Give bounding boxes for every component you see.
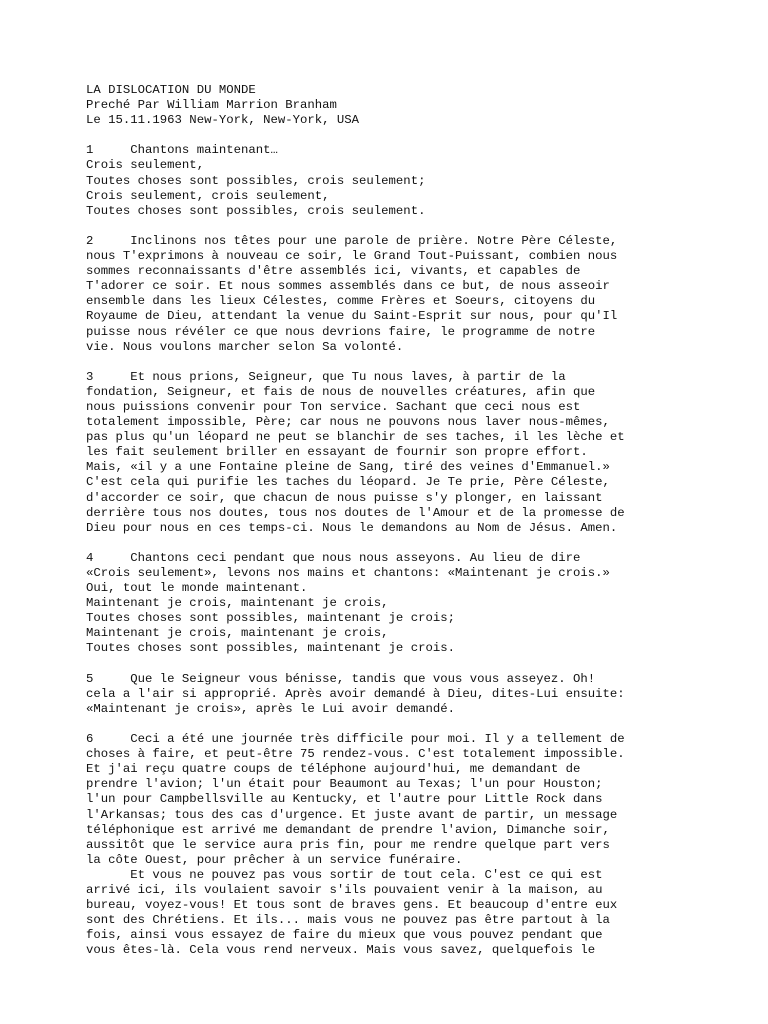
paragraph-3 xyxy=(86,370,686,536)
text-line: Maintenant je crois, maintenant je crois, xyxy=(86,626,389,641)
paragraph-5 xyxy=(86,672,686,717)
paragraph-gap xyxy=(86,128,686,143)
text-line: d'accorder ce soir, que chacun de nous puisse s'y plonger, en laissant xyxy=(86,490,603,505)
text-line: aussitôt que le service aura pris fin, pour me rendre quelque part vers xyxy=(86,837,610,852)
text-line: Maintenant je crois, maintenant je crois, xyxy=(86,596,389,611)
text-line: Royaume de Dieu, attendant la venue du Saint-Esprit sur nous, pour qu'Il xyxy=(86,309,618,324)
text-line: Toutes choses sont possibles, crois seulement; xyxy=(86,173,426,188)
text-line: la côte Ouest, pour prêcher à un service funéraire. xyxy=(86,852,463,867)
text-line: Crois seulement, xyxy=(86,158,205,173)
document-page xyxy=(86,83,686,958)
text-line: téléphonique est arrivé me demandant de prendre l'avion, Dimanche soir, xyxy=(86,822,610,837)
text-line: 4 Chantons ceci pendant que nous nous asseyons. Au lieu de dire xyxy=(86,550,581,565)
text-line: l'un pour Campbellsville au Kentucky, et l'autre pour Little Rock dans xyxy=(86,792,603,807)
text-line: totalement impossible, Père; car nous ne pouvons nous laver nous-mêmes, xyxy=(86,415,610,430)
text-line: arrivé ici, ils voulaient savoir s'ils pouvaient venir à la maison, au xyxy=(86,882,603,897)
text-line: 5 Que le Seigneur vous bénisse, tandis que vous vous asseyez. Oh! xyxy=(86,671,596,686)
paragraph-gap xyxy=(86,219,686,234)
text-line: Toutes choses sont possibles, maintenant je crois. xyxy=(86,641,455,656)
paragraph-2 xyxy=(86,234,686,355)
text-line: C'est cela qui purifie les taches du léopard. Je Te prie, Père Céleste, xyxy=(86,475,610,490)
text-line: fois, ainsi vous essayez de faire du mieux que vous pouvez pendant que xyxy=(86,928,603,943)
sermon-date-location: Le 15.11.1963 New-York, New-York, USA xyxy=(86,113,360,128)
sermon-title: LA DISLOCATION DU MONDE xyxy=(86,83,256,97)
text-line: Toutes choses sont possibles, crois seulement. xyxy=(86,203,426,218)
text-line: choses à faire, et peut-être 75 rendez-vous. C'est totalement impossible. xyxy=(86,747,625,762)
paragraph-4 xyxy=(86,551,686,657)
text-line: cela a l'air si approprié. Après avoir demandé à Dieu, dites-Lui ensuite: xyxy=(86,686,625,701)
text-line: 6 Ceci a été une journée très difficile pour moi. Il y a tellement de xyxy=(86,732,625,747)
text-line: vous êtes-là. Cela vous rend nerveux. Mais vous savez, quelquefois le xyxy=(86,943,596,958)
text-line: derrière tous nos doutes, tous nos doutes de l'Amour et de la promesse de xyxy=(86,505,625,520)
text-line: sommes reconnaissants d'être assemblés ici, vivants, et capables de xyxy=(86,264,581,279)
text-line: les fait seulement briller en essayant de fournir son propre effort. xyxy=(86,445,588,460)
paragraph-6 xyxy=(86,732,686,958)
text-line: Toutes choses sont possibles, maintenant je crois; xyxy=(86,611,455,626)
text-line: 3 Et nous prions, Seigneur, que Tu nous laves, à partir de la xyxy=(86,369,566,384)
paragraph-1 xyxy=(86,143,686,218)
text-line: bureau, voyez-vous! Et tous sont de braves gens. Et beaucoup d'entre eux xyxy=(86,898,618,913)
text-line: ensemble dans les lieux Célestes, comme Frères et Soeurs, citoyens du xyxy=(86,294,596,309)
text-line: Et j'ai reçu quatre coups de téléphone aujourd'hui, me demandant de xyxy=(86,762,581,777)
paragraph-gap xyxy=(86,355,686,370)
text-line: sont des Chrétiens. Et ils... mais vous ne pouvez pas être partout à la xyxy=(86,913,610,928)
text-line: «Maintenant je crois», après le Lui avoir demandé. xyxy=(86,701,455,716)
text-line: l'Arkansas; tous des cas d'urgence. Et juste avant de partir, un message xyxy=(86,807,618,822)
text-line: nous T'exprimons à nouveau ce soir, le Grand Tout-Puissant, combien nous xyxy=(86,249,618,264)
text-line: Et vous ne pouvez pas vous sortir de tout cela. C'est ce qui est xyxy=(86,867,603,882)
text-line: Crois seulement, crois seulement, xyxy=(86,188,330,203)
document-body xyxy=(86,128,686,958)
text-line: T'adorer ce soir. Et nous sommes assemblés dans ce but, de nous asseoir xyxy=(86,279,610,294)
text-line: pas plus qu'un léopard ne peut se blanchir de ses taches, il les lèche et xyxy=(86,430,625,445)
text-line: prendre l'avion; l'un était pour Beaumont au Texas; l'un pour Houston; xyxy=(86,777,603,792)
text-line: fondation, Seigneur, et fais de nous de nouvelles créatures, afin que xyxy=(86,384,596,399)
text-line: 2 Inclinons nos têtes pour une parole de prière. Notre Père Céleste, xyxy=(86,233,618,248)
paragraph-gap xyxy=(86,717,686,732)
text-line: Mais, «il y a une Fontaine pleine de Sang, tiré des veines d'Emmanuel.» xyxy=(86,460,610,475)
text-line: Dieu pour nous en ces temps-ci. Nous le demandons au Nom de Jésus. Amen. xyxy=(86,520,618,535)
paragraph-gap xyxy=(86,657,686,672)
document-header xyxy=(86,83,686,128)
text-line: «Crois seulement», levons nos mains et chantons: «Maintenant je crois.» xyxy=(86,566,610,580)
text-line: Oui, tout le monde maintenant. xyxy=(86,581,308,596)
paragraph-gap xyxy=(86,536,686,551)
sermon-preacher: Preché Par William Marrion Branham xyxy=(86,98,337,113)
text-line: vie. Nous voulons marcher selon Sa volonté. xyxy=(86,339,404,354)
text-line: 1 Chantons maintenant… xyxy=(86,143,278,158)
text-line: puisse nous révéler ce que nous devrions faire, le programme de notre xyxy=(86,324,596,339)
text-line: nous puissions convenir pour Ton service. Sachant que ceci nous est xyxy=(86,399,581,414)
